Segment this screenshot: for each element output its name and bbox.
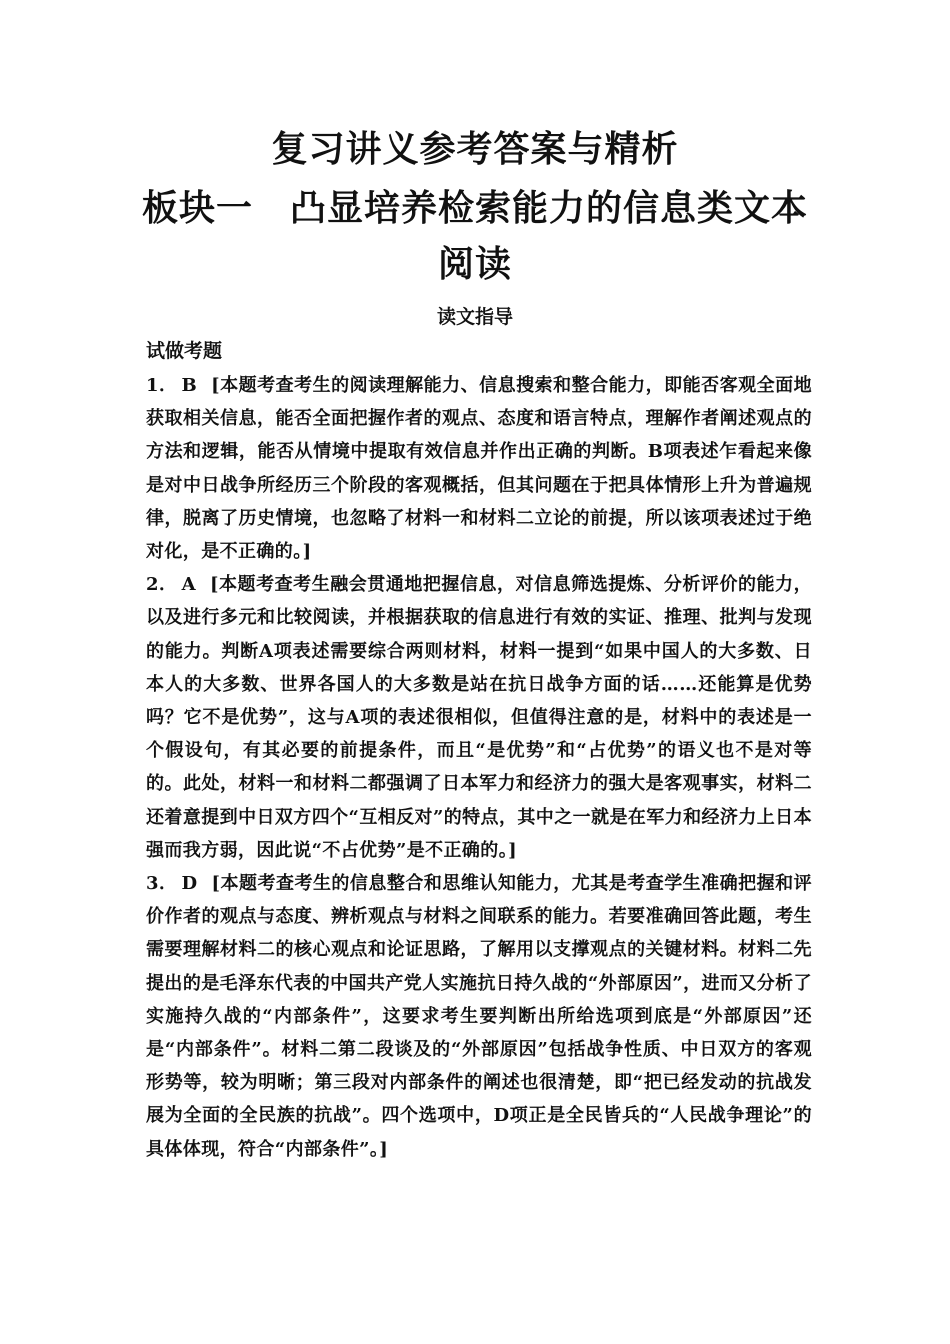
- answer-choice: A: [181, 574, 196, 596]
- answer-item: [146, 369, 812, 568]
- answer-choice: B: [181, 375, 198, 396]
- answer-number: 2．: [146, 574, 178, 596]
- section-title-continued: 阅读: [437, 244, 512, 285]
- answer-explanation: [本题考查考生的信息整合和思维认知能力，尤其是考查学生准确把握和评价作者的观点与态度、辨析观点与材料之间联系的能力。若要准确回答此题，考生需要理解材料二的核心观点和论证思路，了解用以支撑观点的关键材料。材料二先提出的是毛泽东代表的中国共产党人实施抗日持久战的“外部原因”，进而又分析了实施持久战的“内部条件”，这要求考生要判断出所给选项到底是“外部原因”还是“内部条件”。材料二第二段谈及的“外部原因”包括战争性质、中日双方的客观形势等，较为明晰；第三段对内部条件的阐述也很清楚，即“把已经发动的抗战发展为全面的全民族的抗战”。四个选项中，D项正是全民皆兵的“人民战争理论”的具体体现，符合“内部条件”。]: [146, 873, 812, 1160]
- subtitle: 读文指导: [436, 306, 513, 328]
- answer-choice: D: [181, 873, 198, 895]
- answer-item: [146, 867, 812, 1166]
- answer-explanation: [本题考查考生融会贯通地把握信息，对信息筛选提炼、分析评价的能力，以及进行多元和比较阅读，并根据获取的信息进行有效的实证、推理、批判与发现的能力。判断A项表述需要综合两则材料，材料一提到“如果中国人的大多数、日本人的大多数、世界各国人的大多数是站在抗日战争方面的话……还能算是优势吗？它不是优势”，这与A项的表述很相似，但值得注意的是，材料中的表述是一个假设句，有其必要的前提条件，而且“是优势”和“占优势”的语义也不是对等的。此处，材料一和材料二都强调了日本军力和经济力的强大是客观事实，材料二还着意提到中日双方四个“互相反对”的特点，其中之一就是在军力和经济力上日本强而我方弱，因此说“不占优势”是不正确的。]: [146, 574, 812, 861]
- answer-number: 1．: [146, 375, 178, 396]
- answer-number: 3．: [146, 873, 178, 895]
- section-heading: 试做考题: [146, 340, 223, 362]
- answer-list: [146, 369, 812, 1166]
- answer-explanation: [本题考查考生的阅读理解能力、信息搜索和整合能力，即能否客观全面地获取相关信息，能否全面把握作者的观点、态度和语言特点，理解作者阐述观点的方法和逻辑，能否从情境中提取有效信息并作出正确的判断。B项表述乍看起来像是对中日战争所经历三个阶段的客观概括，但其问题在于把具体情形上升为普遍规律，脱离了历史情境，也忽略了材料一和材料二立论的前提，所以该项表述过于绝对化，是不正确的。]: [146, 375, 813, 563]
- section-title: 板块一 凸显培养检索能力的信息类文本: [141, 188, 808, 229]
- answer-item: [146, 568, 812, 867]
- document-title: 复习讲义参考答案与精析: [271, 129, 679, 170]
